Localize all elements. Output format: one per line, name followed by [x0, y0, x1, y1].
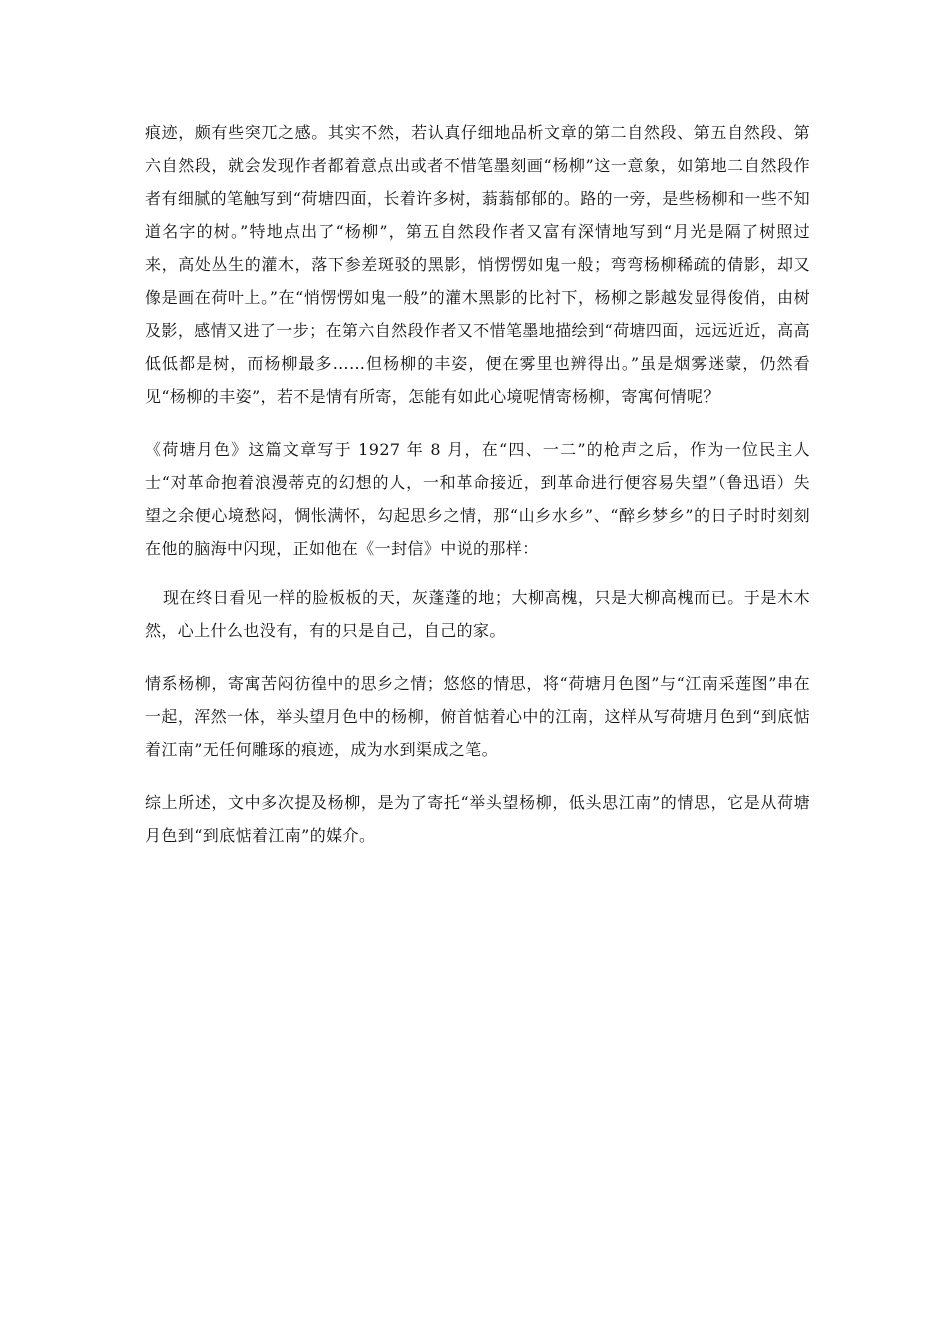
paragraph-conclusion: 综上所述，文中多次提及杨柳，是为了寄托“举头望杨柳，低头思江南”的情思，它是从荷塘月色到“到底惦着江南”的媒介。 [145, 793, 810, 845]
paragraph-background: 《荷塘月色》这篇文章写于 1927 年 8 月，在“四、一二”的枪声之后，作为一位民主人士“对革命抱着浪漫蒂克的幻想的人，一和革命接近，到革命进行便容易失望”（鲁迅语）失望之余便心境愁闷，惆怅满怀，勾起思乡之情，那“山乡水乡”、“醉乡梦乡”的日子时时刻刻在他的脑海中闪现，正如他在《一封信》中说的那样： [145, 440, 810, 558]
paragraph-analysis: 痕迹，颇有些突兀之感。其实不然，若认真仔细地品析文章的第二自然段、第五自然段、第六自然段，就会发现作者都着意点出或者不惜笔墨刻画“杨柳”这一意象，如第地二自然段作者有细腻的笔触写到“荷塘四面，长着许多树，蓊蓊郁郁的。路的一旁，是些杨柳和一些不知道名字的树。”特地点出了“杨柳”，第五自然段作者又富有深情地写到“月光是隔了树照过来，高处丛生的灌木，落下参差斑驳的黑影，悄愣愣如鬼一般；弯弯杨柳稀疏的倩影，却又像是画在荷叶上。”在“悄愣愣如鬼一般”的灌木黑影的比衬下，杨柳之影越发显得俊俏，由树及影，感情又进了一步；在第六自然段作者又不惜笔墨地描绘到“荷塘四面，远远近近，高高低低都是树，而杨柳最多……但杨柳的丰姿，便在雾里也辨得出。”虽是烟雾迷蒙，仍然看见“杨柳的丰姿”，若不是情有所寄，怎能有如此心境呢情寄杨柳，寄寓何情呢？ [145, 123, 810, 406]
paragraph-quotation: 现在终日看见一样的脸板板的天，灰蓬蓬的地；大柳高槐，只是大柳高槐而已。于是木木然，心上什么也没有，有的只是自己，自己的家。 [145, 588, 810, 640]
paragraph-gap [145, 766, 810, 786]
paragraph-emotion: 情系杨柳，寄寓苦闷彷徨中的思乡之情；悠悠的情思，将“荷塘月色图”与“江南采莲图”串在一起，浑然一体，举头望月色中的杨柳，俯首惦着心中的江南，这样从写荷塘月色到“到底惦着江南”无任何雕琢的痕迹，成为水到渠成之笔。 [145, 674, 810, 759]
paragraph-gap [145, 413, 810, 433]
paragraph-gap [145, 647, 810, 667]
paragraph-gap [145, 565, 810, 581]
document-body [145, 116, 810, 852]
